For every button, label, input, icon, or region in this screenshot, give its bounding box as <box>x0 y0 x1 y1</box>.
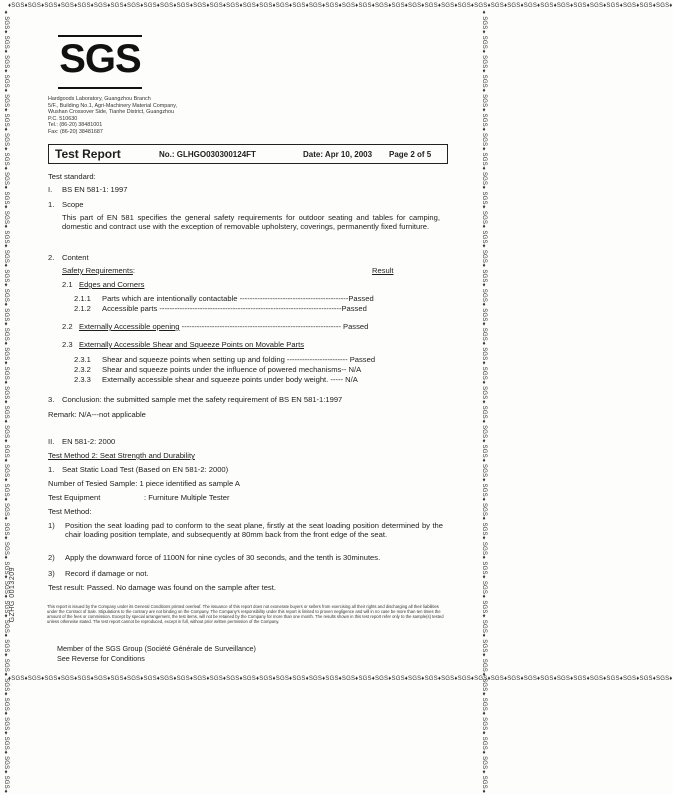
step-3-number: 3) <box>48 569 55 578</box>
report-date: Date: Apr 10, 2003 <box>303 150 373 159</box>
item-2-1-2-number: 2.1.2 <box>74 304 91 313</box>
footer-member: Member of the SGS Group (Société Générale de Surveillance) <box>57 644 256 653</box>
logo-text: SGS <box>59 37 141 81</box>
logo-line-bottom <box>58 87 142 89</box>
footer-reverse: See Reverse for Conditions <box>57 654 145 663</box>
safety-requirements-heading <box>62 266 135 275</box>
step-2-number: 2) <box>48 553 55 562</box>
section-2-2-number: 2.2 <box>62 322 73 331</box>
step-3-text: Record if damage or not. <box>65 569 149 578</box>
report-number: No.: GLHGO030300124FT <box>159 150 256 159</box>
section-2-1-number: 2.1 <box>62 280 73 289</box>
page-indicator: Page 2 of 5 <box>389 150 432 159</box>
conclusion-text: Conclusion: the submitted sample met the safety requirement of BS EN 581-1:1997 <box>62 395 343 404</box>
side-serial-number: GZHG 0013209 <box>9 567 16 623</box>
item-2-1-1-number: 2.1.1 <box>74 294 91 303</box>
item-2-3-2-text: Shear and squeeze points under the influence of powered mechanisms-- N/A <box>102 365 362 374</box>
section-2-2-title: Externally Accessible opening <box>79 322 180 331</box>
result-heading: Result <box>372 266 394 275</box>
test-result: Test result: Passed. No damage was found on the sample after test. <box>48 583 276 592</box>
address-line: P.C. 510630 <box>48 115 78 122</box>
equipment-value: : Furniture Multiple Tester <box>144 493 230 502</box>
step-2-text: Apply the downward force of 1100N for nine cycles of 30 seconds, and the tenth is 30minutes. <box>65 553 381 562</box>
section-2-2-result: --------------------------------------------------------------- Passed <box>179 322 369 331</box>
conclusion-number: 3. <box>48 395 55 404</box>
item-2-1-1-text: Parts which are intentionally contactable -------------------------------------------Passed <box>102 294 374 303</box>
report-title: Test Report <box>55 147 121 161</box>
method-1-title: Seat Static Load Test (Based on EN 581-2: 2000) <box>62 465 229 474</box>
item-2-3-3-text: Externally accessible shear and squeeze points under body weight. ----- N/A <box>102 375 358 384</box>
sample-count: Number of Tesied Sample: 1 piece identified as sample A <box>48 479 240 488</box>
address-line: Fax: (86-20) 38481687 <box>48 128 103 135</box>
item-2-3-1-text: Shear and squeeze points when setting up and folding ------------------------ Passed <box>102 355 376 364</box>
section-2-2-line <box>79 322 368 331</box>
item-2-3-3-number: 2.3.3 <box>74 375 91 384</box>
address-line: Hardgoods Laboratory, Guangzhou Branch <box>48 96 151 102</box>
content-title: Content <box>62 253 89 262</box>
section-2-number: II. <box>48 437 55 446</box>
address-line: Wushan Crossover Side, Tianhe District, Guangzhou <box>48 109 175 115</box>
section-2-3-title: Externally Accessible Shear and Squeeze Points on Movable Parts <box>79 340 304 349</box>
method-1-number: 1. <box>48 465 55 474</box>
section-2-3-number: 2.3 <box>62 340 73 349</box>
test-standard-label: Test standard: <box>48 172 96 181</box>
step-1-text: Position the seat loading pad to conform to the seat plane, firstly at the seat loading position determined by the chair loading position template, and subsequently at 80mm back from the front edge of the seat. <box>65 521 443 539</box>
item-2-3-2-number: 2.3.2 <box>74 365 91 374</box>
equipment-label: Test Equipment <box>48 493 101 502</box>
address-line: 5/F., Building No.1, Agri-Machinery Material Company, <box>48 102 178 109</box>
section-1-number: I. <box>48 185 53 194</box>
sgs-logo <box>58 35 142 93</box>
scope-title: Scope <box>62 200 84 209</box>
border-pattern-bottom: ♦SGS♦SGS♦SGS♦SGS♦SGS♦SGS♦SGS♦SGS♦SGS♦SGS♦SGS♦SGS♦SGS♦SGS♦SGS♦SGS♦SGS♦SGS♦SGS♦SGS♦SGS♦SGS♦SGS♦SGS♦SGS♦SGS♦SGS♦SGS♦SGS♦SGS♦SGS♦SGS♦SGS♦SGS♦SGS♦SGS♦SGS♦SGS♦SGS♦SGS♦ <box>8 676 673 682</box>
content-number: 2. <box>48 253 55 262</box>
test-method-label: Test Method: <box>48 507 92 516</box>
safety-requirements-colon: : <box>132 266 136 275</box>
scope-text: This part of EN 581 specifies the general safety requirements for outdoor seating and tables for camping, domestic and contract use with the exception of removable upholstery, coverings, permanently fixed furniture. <box>62 213 440 231</box>
remark: Remark: N/A---not applicable <box>48 410 146 419</box>
border-pattern-left: ♦SGS♦SGS♦SGS♦SGS♦SGS♦SGS♦SGS♦SGS♦SGS♦SGS♦SGS♦SGS♦SGS♦SGS♦SGS♦SGS♦SGS♦SGS♦SGS♦SGS♦SGS♦SGS♦SGS♦SGS♦SGS♦SGS♦SGS♦SGS♦SGS♦SGS♦SGS♦SGS♦SGS♦SGS♦SGS♦SGS♦SGS♦SGS♦SGS♦SGS♦ <box>3 10 9 795</box>
scope-number: 1. <box>48 200 55 209</box>
section-2-title: EN 581-2: 2000 <box>62 437 116 446</box>
lab-address <box>48 96 177 135</box>
item-2-1-2-text: Accessible parts ------------------------------------------------------------------------Passed <box>102 304 367 313</box>
legal-fine-print: This report is issued by the Company under its General Conditions printed overleaf. The issuance of this report does not exonerate buyers or sellers from exercising all their rights and discharging all their liabilities under the Contract of Sale. Stipulations to the contrary are not binding on the Company. The Company's responsibility under this report is limited to proven negligence and will in no case be more than ten times the amount of the fees or commission. Except by special arrangement, the test items, will not be retained by the Company for more than one month. The results shown in this test report refer only to the sample(s) tested unless otherwise stated. The test report cannot be reproduced, except in full, without prior written permission of the Company. <box>47 604 444 624</box>
border-pattern-top: ♦SGS♦SGS♦SGS♦SGS♦SGS♦SGS♦SGS♦SGS♦SGS♦SGS♦SGS♦SGS♦SGS♦SGS♦SGS♦SGS♦SGS♦SGS♦SGS♦SGS♦SGS♦SGS♦SGS♦SGS♦SGS♦SGS♦SGS♦SGS♦SGS♦SGS♦SGS♦SGS♦SGS♦SGS♦SGS♦SGS♦SGS♦SGS♦SGS♦SGS♦ <box>8 3 673 9</box>
report-header <box>48 144 448 164</box>
address-line: Tel.: (86-20) 38481001 <box>48 122 103 128</box>
step-1-number: 1) <box>48 521 55 530</box>
test-method-title: Test Method 2: Seat Strength and Durability <box>48 451 195 460</box>
border-pattern-right: ♦SGS♦SGS♦SGS♦SGS♦SGS♦SGS♦SGS♦SGS♦SGS♦SGS♦SGS♦SGS♦SGS♦SGS♦SGS♦SGS♦SGS♦SGS♦SGS♦SGS♦SGS♦SGS♦SGS♦SGS♦SGS♦SGS♦SGS♦SGS♦SGS♦SGS♦SGS♦SGS♦SGS♦SGS♦SGS♦SGS♦SGS♦SGS♦SGS♦SGS♦ <box>481 10 487 795</box>
section-1-title: BS EN 581-1: 1997 <box>62 185 128 194</box>
safety-requirements-label: Safety Requirements <box>62 266 133 275</box>
item-2-3-1-number: 2.3.1 <box>74 355 91 364</box>
section-2-1-title: Edges and Corners <box>79 280 145 289</box>
